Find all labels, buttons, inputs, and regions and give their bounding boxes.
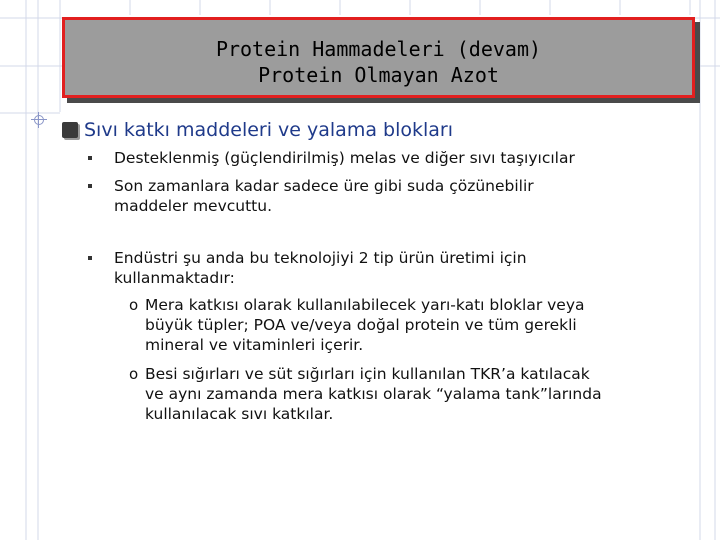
sub-list-item-line-1: Mera katkısı olarak kullanılabilecek yarı-katı bloklar veya — [145, 296, 585, 314]
sub-list-item-line-2: büyük tüpler; POA ve/veya doğal protein ve tüm gerekli — [145, 316, 577, 334]
sub-bullet-marker: o — [129, 296, 139, 314]
sub-bullet-marker: o — [129, 365, 139, 383]
list-item-text-line-2: maddeler mevcuttu. — [114, 197, 273, 215]
square-bullet-icon — [88, 184, 92, 188]
sub-list-item-line-2: ve aynı zamanda mera katkısı olarak “yalama tank”larında — [145, 385, 602, 403]
list-item — [114, 148, 704, 168]
square-bullet-icon — [88, 156, 92, 160]
list-item — [114, 176, 704, 216]
square-bullet-icon — [88, 256, 92, 260]
main-bullet-text: Sıvı katkı maddeleri ve yalama blokları — [84, 119, 453, 141]
list-item — [114, 248, 704, 288]
list-item-text-line-1: Endüstri şu anda bu teknolojiyi 2 tip ürün üretimi için — [114, 249, 527, 267]
list-item-text: Desteklenmiş (güçlendirilmiş) melas ve diğer sıvı taşıyıcılar — [114, 149, 575, 167]
sub-list-item-line-3: mineral ve vitaminleri içerir. — [145, 336, 364, 354]
slide-title-line-1: Protein Hammadeleri (devam) — [215, 37, 542, 61]
sub-list-item — [129, 295, 695, 355]
sub-list-item — [129, 364, 695, 424]
list-item-text-line-1: Son zamanlara kadar sadece üre gibi suda çözünebilir — [114, 177, 534, 195]
slide-title-line-2: Protein Olmayan Azot — [258, 63, 499, 87]
list-item-text-line-2: kullanmaktadır: — [114, 269, 235, 287]
sub-list-item-line-1: Besi sığırları ve süt sığırları için kullanılan TKR’a katılacak — [145, 365, 590, 383]
sub-list-item-line-3: kullanılacak sıvı katkılar. — [145, 405, 334, 423]
